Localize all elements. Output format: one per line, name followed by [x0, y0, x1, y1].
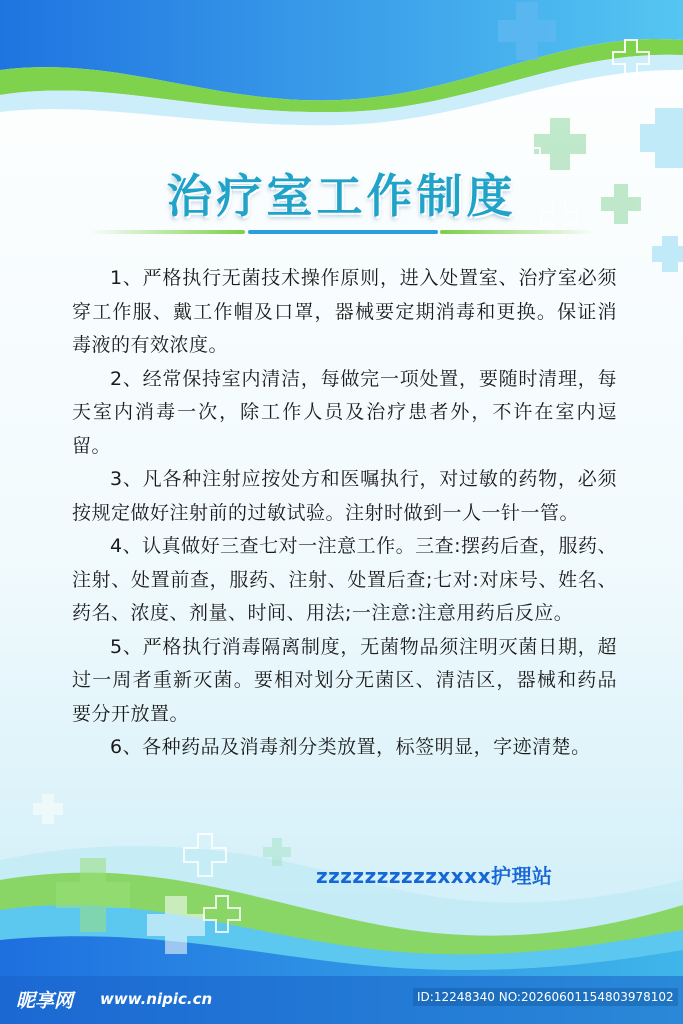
signature: zzzzzzzzzzxxxx护理站 [316, 864, 553, 888]
title-divider-center [248, 230, 438, 234]
rule-paragraph-1: 1、严格执行无菌技术操作原则，进入处置室、治疗室必须穿工作服、戴工作帽及口罩，器械要定期消毒和更换。保证消毒液的有效浓度。 [72, 267, 617, 356]
watermark-site: www.nipic.cn [100, 990, 213, 1008]
watermark-logo: 昵享网 [16, 990, 74, 1012]
watermark-image-id: ID:12248340 NO:20260601154803978102 [413, 988, 678, 1006]
rule-paragraph-2: 2、经常保持室内清洁，每做完一项处置，要随时清理，每天室内消毒一次，除工作人员及治疗患者外，不许在室内逗留。 [72, 367, 617, 457]
rule-paragraph-3: 3、凡各种注射应按处方和医嘱执行，对过敏的药物，必须按规定做好注射前的过敏试验。注射时做到一人一针一管。 [72, 468, 617, 524]
rules-body [72, 262, 617, 765]
rule-paragraph-4: 4、认真做好三查七对一注意工作。三查:摆药后查，服药、注射、处置前查，服药、注射、处置后查;七对:对床号、姓名、药名、浓度、剂量、时间、用法;一注意:注意用药后反应。 [72, 535, 617, 624]
title-divider-left [90, 230, 245, 234]
rule-paragraph-6: 6、各种药品及消毒剂分类放置，标签明显，字迹清楚。 [110, 736, 591, 758]
rule-paragraph-5: 5、严格执行消毒隔离制度，无菌物品须注明灭菌日期，超过一周者重新灭菌。要相对划分无菌区、清洁区，器械和药品要分开放置。 [72, 635, 617, 725]
title-divider-right [440, 230, 595, 234]
page-title: 治疗室工作制度 [166, 169, 517, 223]
